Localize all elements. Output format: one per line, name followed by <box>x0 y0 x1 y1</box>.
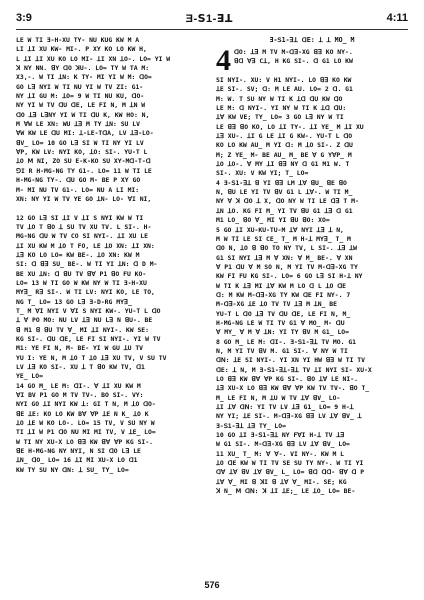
page-header <box>16 9 408 27</box>
text-line: G1 SI NYI ꓕꓱ M ꓯ XN: ꓯ M_ BE-. ꓯ XN <box>216 253 353 262</box>
text-line: GO Lꓱ NYI W TI NU YI W TV ZI: G1- <box>16 82 144 91</box>
text-line: 10 GO ꓕI Ǝ-ꓢ1-ꓱꓕ NY FꓯI H-ꓕ TV ꓕꓱ <box>216 431 345 440</box>
text-line: XN: NY YI W TV YE GO ꓕN- LO- ꓯI NI, <box>16 194 152 203</box>
text-line: LE M: ꓷ NYI-. YI NY W TI K ꓕꓷ ꓷU: <box>216 104 347 113</box>
text-line: N, M YI TV ꓭV M. G1 SI-. ꓯ NY W TI <box>216 346 348 355</box>
text-line: ꓘ N_ ꓟ ꓷꓠ: ꓘ ꓕI ꓕE;_ LE ꓕO_ LO= BE- <box>216 487 356 496</box>
text-line: YE_ LO= <box>16 372 43 381</box>
text-line: ꓕꓱ XU-X LO ꓭꓱ KW ꓭꓯ ꓯP KW TV TV-. ꓭO T_ <box>216 384 370 393</box>
left-text-column <box>16 36 206 574</box>
text-line: T_ M ꓯI NYI V ꓯI S NYI KW-. YU-T L ꓷO <box>16 306 161 315</box>
text-line: M- MI NU TV G1-. LO= NU A LI MI: <box>16 185 140 194</box>
text-line: NY ꓕI GU M: ꓕO= 9 W TI NU KU, ꓷO- <box>16 92 145 101</box>
running-title: Ǝ-ꓢ1-ꓱꓕ <box>185 12 233 25</box>
text-line: LI ꓕI XU KW- MI-. P XY KO LO KW H, <box>16 45 147 54</box>
text-line: ꓕO ꓕE W KO LO-. LO= 15 TV, V SU NY W <box>16 419 155 428</box>
text-line: KW TY SU NY ꓷN: ꓕ SU_ TY_ LO= <box>16 465 129 474</box>
text-line: M-ꓷꓱ-XG ꓕE ꓕO TV TV ꓕꓱ M ꓕN_ BE <box>216 300 337 309</box>
text-line: ꓷ: M KW M-ꓷꓱ-XG TY KW ꓷE FI NY-. 7 <box>216 290 351 299</box>
page-number: 576 <box>204 580 220 590</box>
right-text-column <box>216 36 408 574</box>
text-line: W TI K ꓕꓱ MI ꓕꓯ KW M LO ꓷ L ꓕO ꓷE <box>216 281 346 290</box>
text-line: L ꓕI ꓕI XU KO LO MI- ꓕI XN ꓕO-. LO= YI W <box>16 54 171 63</box>
text-line: M1: YE FI N, M- BE- YI W GU ꓕU TV <box>16 344 144 353</box>
text-line: NY ꓯ ꓘ ꓷO ꓕ X, ꓷO NY W TI LE ꓷꓱ T M- <box>216 197 359 206</box>
text-line: X3,-. W TI ꓕN: K TY- MI YI W M: ꓷO= <box>16 73 152 82</box>
text-line: M ꓯW LE XN: WU ꓕꓱ M TY ꓕN: SU LV <box>16 120 140 129</box>
text-line: TI ꓕI W P1 ꓷO NU MI MI TV, V ꓕE_ LO= <box>16 428 156 437</box>
text-line: ꓕꓱ KO LO LO= KW BE-. ꓕO XN: KW M <box>16 250 140 259</box>
text-line: M W TI LE SI CE_ T_ M H-ꓕ MYꓱ_ T_ M <box>216 234 351 243</box>
text-line: ꓕO ꓟ NI, ZO SU E-K-KO SU XY-Mꓷ-T-ꓷ <box>16 157 151 166</box>
text-line: 14 GO M_ LE M: ꓷI-. ꓯ ꓕI XU KW M <box>16 381 141 390</box>
text-line: ꓕI ꓕꓯ ꓷꓠ: YI TV LV ꓕꓱ G1_ LO= 9 H-ꓕ <box>216 403 354 412</box>
right-column-lines <box>216 76 408 496</box>
text-line: ꓯI BV P1 GO M TV TV-. BO SI-. VY: <box>16 391 144 400</box>
text-line: SI-. XU: V KW YI; T_ LO= <box>216 169 309 178</box>
text-line: M_ LE FI N, M ꓕU W TV ꓕꓯ ꓭV_ LO- <box>216 393 341 402</box>
text-line: ꓕꓯ ꓯ_ MI ꓭ ꓘI ꓭ ꓕꓯ ꓯ_ MI-. SE; KG <box>216 477 347 486</box>
text-line: ꓕO ꓷE KW W TI TV SE SU TY NY-. W TI YI <box>216 459 364 468</box>
text-line: H-MG-NG TY-. ꓷU GO M- BE P XY GO <box>16 176 141 185</box>
text-line: ꓕO ꓕO-. ꓯ MY ꓕI ꓭꓱ NY ꓷ G1 M1 W. T <box>216 160 350 169</box>
text-line: ꓭE ꓕE: KO LO KW Bꓯ ꓯP ꓕE N K_ ꓕO K <box>16 409 149 418</box>
text-line: ꓯP, KW LV: NYI KO, ꓕO: SI-. YU-T L <box>16 148 148 157</box>
text-line: M; Z YE_ M- BE AU_ M_ BE ꓯ G YꓯP_ M <box>216 150 352 159</box>
text-line: SI NYI-. XU: V H1 NYI-. LO ꓭꓱ KO KW <box>216 76 352 84</box>
text-line: LE W TI Ǝ-H-XU TY- NU KUG KW M A <box>16 36 140 44</box>
text-line: 12 GO Lꓱ SI ꓕI V ꓕI S NYI KW W TI <box>16 213 144 222</box>
text-line: MYꓱ_ Rꓱ SI-. W TI LV: NYI KO, LE TO, <box>16 288 155 297</box>
text-line: NY YI W TV ꓷU ꓷE, LE FI N, M ꓕN W <box>16 101 146 110</box>
text-line: ꓷꓠ: ꓕE SI NYI-. YI XN YI HW ꓭꓱ W TI TV <box>216 356 365 365</box>
text-line: ꓭꓷ ꓯꓱ Cꓕ, H KG SI-. ꓷ G1 LO KW <box>234 57 353 66</box>
text-line: ꓯ MY_ ꓯ M ꓯ ꓕN: YI TY ꓭV M G1_ LO= <box>216 328 349 337</box>
text-line: KW FI FU KG SI-. LO= 6 GO Lꓱ SI H-ꓕ NY <box>216 272 363 281</box>
text-line: NY YI; ꓕE SI-. M-ꓷꓱ-XG ꓭꓱ LV ꓕꓯ ꓭV_ ꓕ <box>216 412 362 421</box>
text-line: ꓭ M1 ꓭ ꓭU TV ꓯ_ MI ꓕI NYI-. KW SE: <box>16 325 150 334</box>
text-line: ꓘ NY NN. ꓭY ꓷO ꓘU-. LO= TY W TA M: <box>16 64 150 73</box>
text-line: 4 Ǝ-ꓢ1-ꓱꓕ ꓭ YI ꓭꓱ LM ꓕꓯ ꓭU_ ꓭE ꓭO <box>216 178 347 187</box>
chapter-start-block <box>216 44 408 77</box>
text-line <box>16 204 206 213</box>
text-line: ꓕN_ ꓷO_ LO= 16 ꓕI MI XU-X LO ꓷ1 <box>16 456 138 465</box>
chapter-drop-cap: 4 <box>216 44 231 77</box>
text-line: ꓷO: ꓕꓱ M TV M-ꓷꓱ-XG ꓭꓱ KO NY-. <box>234 48 353 56</box>
text-line: TV ꓕO T ꓭO ꓕ SU TV XU TV. L SI-. H- <box>16 222 152 231</box>
text-line: ꓕꓱ XU-. ꓕI G LE ꓕI G KW-. YU-T L ꓷO <box>216 132 353 141</box>
text-line: 5 GO ꓕI XU-KU-TU-M ꓕꓯ NYI ꓕꓱ ꓕ N, <box>216 225 344 234</box>
text-line: ꓷꓯ ꓕꓯ ꓭV ꓕꓯ ꓭV_ L_ LO= ꓭꓷ ꓷꓷ- ꓭꓯ ꓷ P <box>216 468 365 477</box>
text-line: LO ꓭꓱ KW ꓭꓯ ꓯP KG SI-. ꓭO ꓕꓯ LE NI-. <box>216 375 358 383</box>
left-chapter-verse-ref: 3:9 <box>16 12 32 24</box>
text-line: H-MG-NG LE W TI TV G1 ꓯ MO_ M- ꓷU <box>216 318 345 327</box>
text-line: W TI NY XU-X LO ꓭꓱ KW ꓭꓯ ꓯP KG SI-. <box>16 437 153 446</box>
text-line: M1 LO_ ꓭO ꓯ_ MI YI ꓭU ꓭO: XO= <box>216 216 330 225</box>
text-line: ꓕ ꓯ PO MO: NU LV ꓕꓱ NU Lꓱ N ꓭU-. BE <box>16 316 153 325</box>
text-line: KO LO KW AU_ M YI ꓷ: M ꓕO SI-. Z ꓷU <box>216 141 353 150</box>
text-line: ꓷO N, ꓕO ꓭ ꓭO TO NY TV, L SI-. ꓕꓱ ꓕW <box>216 244 357 253</box>
text-line: YU-T L ꓷO ꓕꓱ TV ꓷU ꓷE, LE FI N, M_ <box>216 309 351 318</box>
text-line: LV ꓕꓱ KO SI-. XU ꓕ T ꓭO KW TV, ꓷ1 <box>16 363 145 372</box>
text-line: ꓭV_ LO= 10 GO Lꓱ SI W TI NY YI LV <box>16 138 144 147</box>
text-line: N, ꓭU LE YI TV ꓭV G1 L ꓕꓯ-. W TI M_ <box>216 188 353 197</box>
header-rule <box>16 29 408 30</box>
text-line: ꓯ P1 ꓷU ꓯ M SO N, M YI TV M-ꓷꓱ-XG TY <box>216 262 358 271</box>
text-line: NYI GO ꓕI NYI KW ꓕ: GI T N, M ꓕO ꓷO- <box>16 400 156 409</box>
text-line: ꓕN ꓕO. KG FI M_ YI TV ꓭU G1 ꓕꓱ ꓷ G1 <box>216 206 353 215</box>
text-line: 11 XU_ T_ M: ꓯ ꓯ-. VI NY-. KW M L <box>216 449 345 458</box>
text-line: LE ꓭꓱ ꓭO KO, LO ꓕI TY-. ꓕI YE_ M ꓕI XU <box>216 122 364 131</box>
text-line: KG SI-. ꓷU ꓷE, LE FI SI NYI-. YI W TV <box>16 335 161 343</box>
text-line: LO= 13 W TI GO W KW NY W TI Ǝ-H-XU <box>16 278 147 287</box>
right-chapter-verse-ref: 4:11 <box>386 12 408 24</box>
text-line: SI: ꓷ ꓭꓱ SU_ BE-. W TI YI ꓕN: ꓷ D M- <box>16 260 158 269</box>
text-line: ꓕI XU KW M ꓕO T FO, LE ꓕO XN: ꓕI XN: <box>16 241 155 250</box>
text-line: YU I: YE N, M ꓕO T ꓕO ꓕꓱ XU TV, V SU TV <box>16 353 167 362</box>
text-line: ꓨI R H-MG-NG TY G1-. LO= 11 W TI LE <box>16 166 152 175</box>
chapter-heading: Ǝ-ꓢ1-ꓱꓕ ꓷE: ꓕ ꓕ MO_ M <box>269 36 355 44</box>
text-line: ꓷE: ꓕ N, M Ǝ-ꓢ1-ꓱꓕ-ꓱꓕ TV ꓕI NYI SI- XU-X <box>216 365 372 374</box>
text-line: ꓭE H-MG-NG NY NYI, N SI ꓷO Lꓱ LE <box>16 447 141 456</box>
text-line: MG-NG ꓷU W TV CO SI NYI-. ꓕI XU LE <box>16 232 148 241</box>
text-line: ꓯW KW LE ꓷU MI: ꓕ-LE-TꓷA, LV ꓕꓱ-LO- <box>16 129 154 138</box>
text-line: W G1 SI-. M-ꓷꓱ-XG ꓭꓱ LV ꓕꓯ ꓭV_ LO= <box>216 440 350 449</box>
text-line: ꓕE SI-. SV; ꓷ: M LE AU. LO= 2 ꓷ. G1 <box>216 85 353 94</box>
text-line: NG T_ LO= 13 GO Lꓱ Ǝ-D-RG MYꓱ_ <box>16 297 132 306</box>
text-line: ꓕꓯ KW VE; TY_ LO= 3 GO Lꓱ NY W TI <box>216 113 344 122</box>
text-line: M: W. T SU NY W TI K ꓕꓷ ꓷU KW ꓷO <box>216 94 343 103</box>
text-line: ꓷO ꓕꓱ LꓱNY YI W TI ꓷU K, KW HO: N, <box>16 110 150 119</box>
text-line: 8 GO M_ LE M: ꓷI-. Ǝ-ꓢ1-ꓱꓕ TV MO. G1 <box>216 337 357 346</box>
text-line: Ǝ-ꓢ1-ꓱꓕ ꓕꓱ TY_ LO= <box>216 421 286 430</box>
text-line: BE XU ꓕN: ꓷ ꓭU TV ꓭꓯ P1 ꓭO FU KO- <box>16 269 147 278</box>
